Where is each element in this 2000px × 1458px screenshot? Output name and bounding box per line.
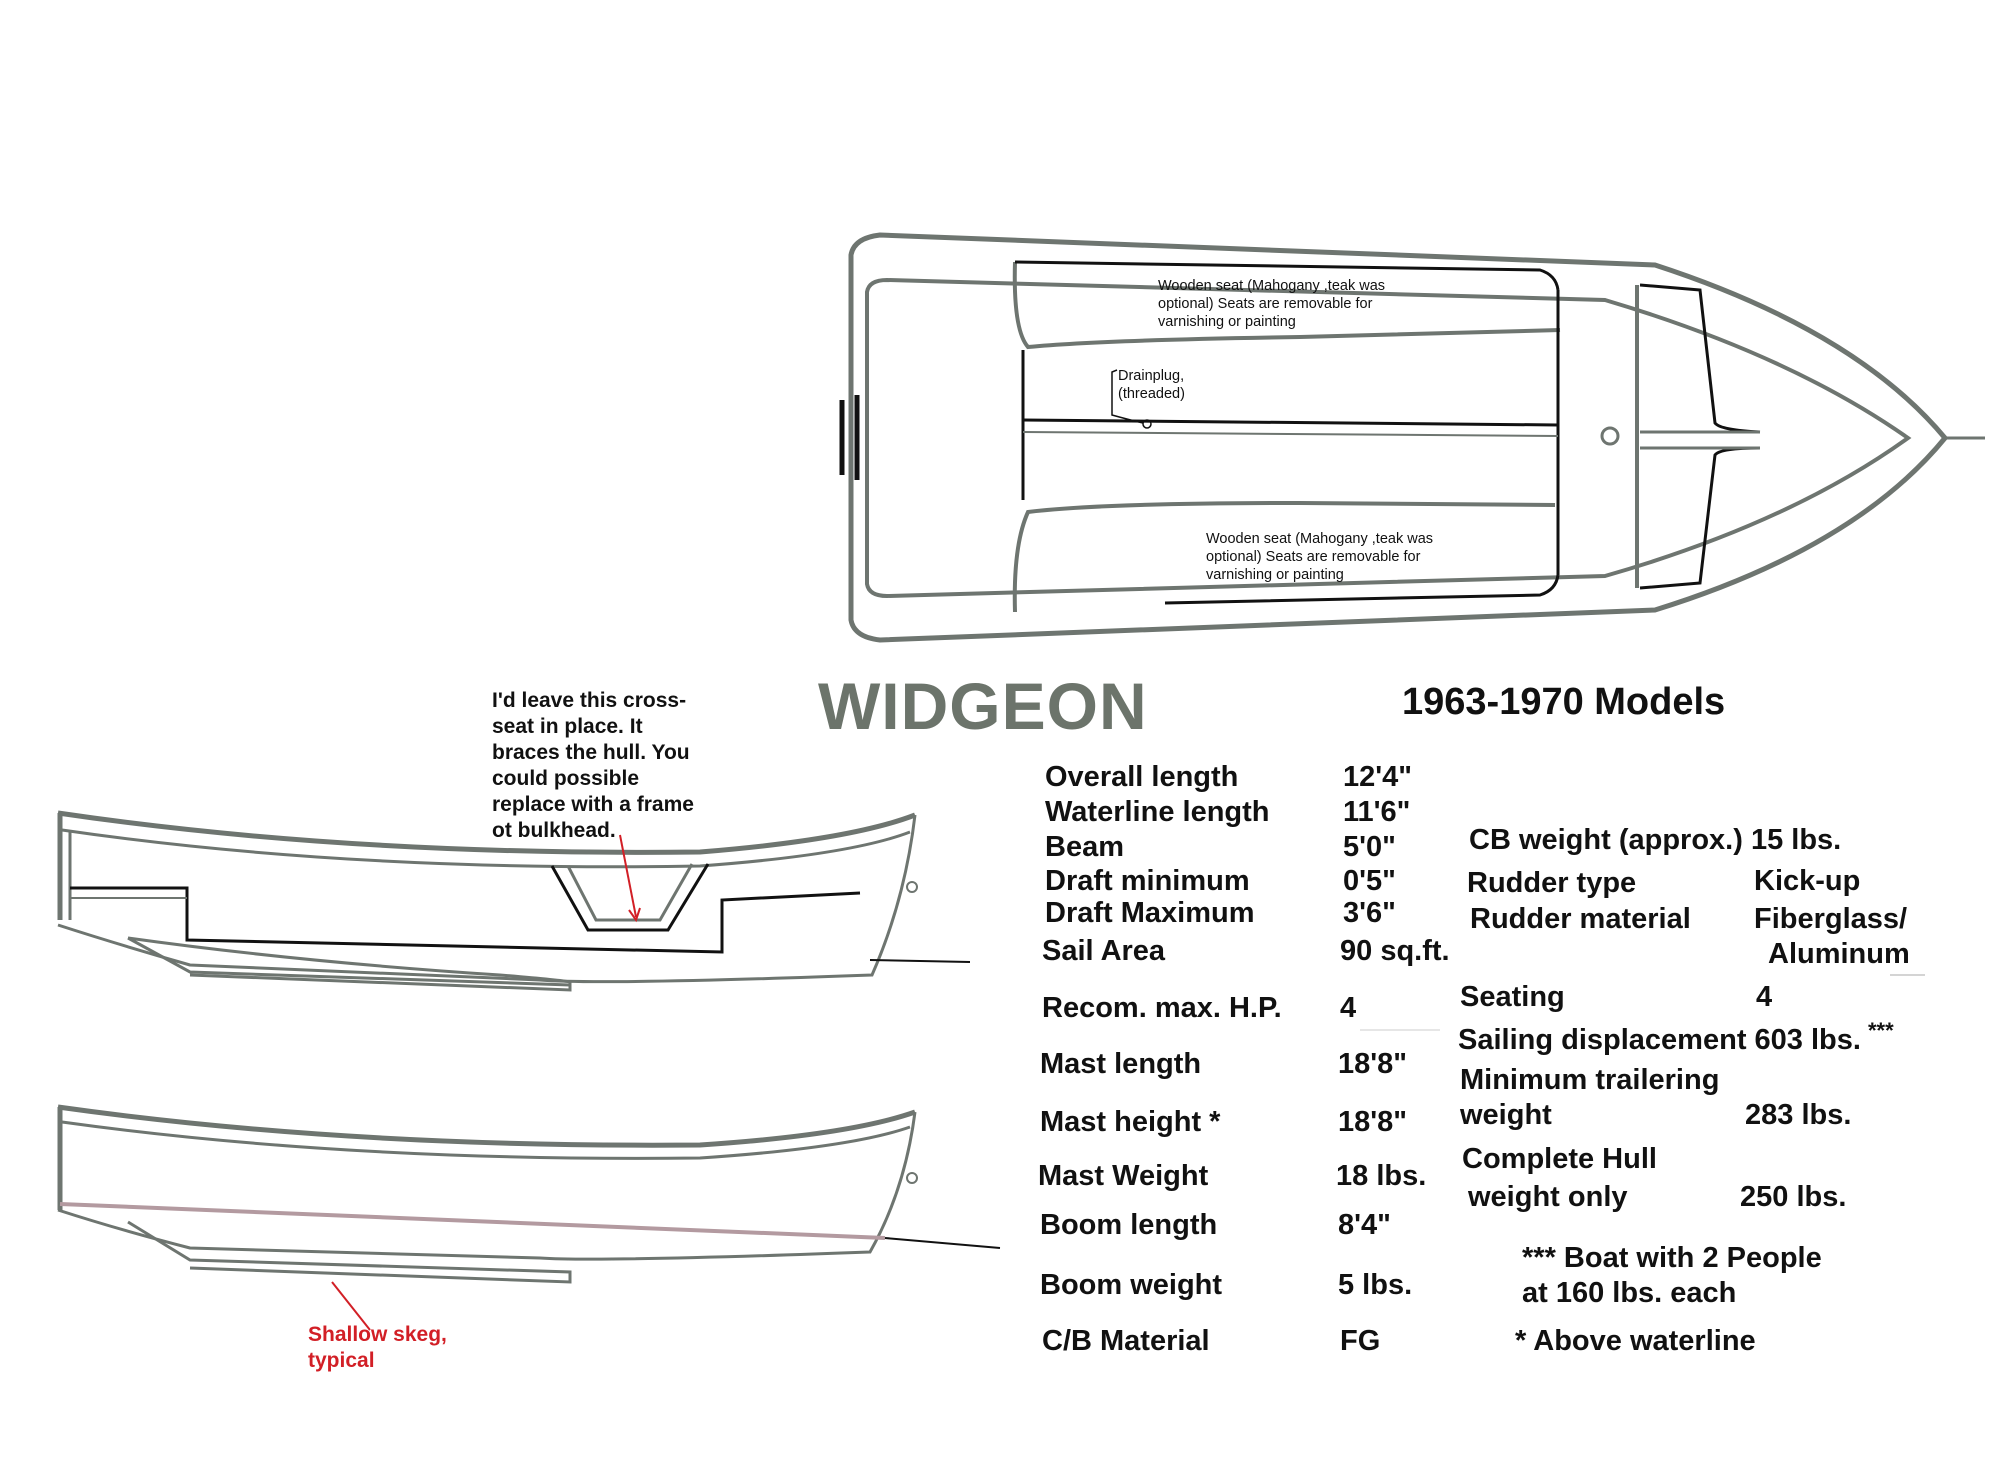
spec-label: Beam [1045, 831, 1124, 863]
rudder-material-value: Fiberglass/ [1754, 903, 1908, 935]
hull-weight-value: 250 lbs. [1740, 1181, 1847, 1213]
spec-value: 3'6" [1343, 897, 1396, 929]
spec-label: Mast Weight [1038, 1160, 1209, 1192]
hull-weight-label: Complete Hull [1462, 1143, 1657, 1175]
sailing-displacement: Sailing displacement 603 lbs. [1458, 1024, 1861, 1056]
displacement-footnote-mark: *** [1868, 1018, 1894, 1043]
cb-weight: CB weight (approx.) 15 lbs. [1469, 824, 1842, 856]
spec-value: 12'4" [1343, 761, 1413, 793]
spec-value: 8'4" [1338, 1209, 1391, 1241]
spec-label: Boom weight [1040, 1269, 1223, 1301]
rudder-type-value: Kick-up [1754, 865, 1861, 897]
rudder-material-value-2: Aluminum [1768, 938, 1910, 970]
brand-title: WIDGEON [818, 669, 1148, 743]
rudder-type-label: Rudder type [1467, 867, 1637, 899]
spec-label: Waterline length [1045, 796, 1270, 828]
side-view-profile [58, 1107, 1000, 1330]
spec-label: Draft minimum [1045, 865, 1250, 897]
footnote-people-2: at 160 lbs. each [1522, 1277, 1737, 1309]
min-trailering-label-2: weight [1460, 1099, 1552, 1131]
footnote-people: *** Boat with 2 People [1522, 1242, 1822, 1274]
spec-value: FG [1340, 1325, 1381, 1357]
spec-value: 0'5" [1343, 865, 1396, 897]
spec-value: 5'0" [1343, 831, 1396, 863]
seating-label: Seating [1460, 981, 1565, 1013]
seat-note-top: Wooden seat (Mahogany ,teak was optional) Seats are removable for varnishing or painting [1158, 278, 1386, 330]
spec-label: Mast length [1040, 1048, 1202, 1080]
seat-note-bottom: Wooden seat (Mahogany ,teak was optional) Seats are removable for varnishing or painting [1206, 531, 1434, 583]
spec-label: Overall length [1045, 761, 1239, 793]
min-trailering-value: 283 lbs. [1745, 1099, 1852, 1131]
rudder-material-label: Rudder material [1470, 903, 1691, 935]
spec-value: 4 [1340, 992, 1357, 1024]
spec-value: 18'8" [1338, 1048, 1408, 1080]
spec-label: Sail Area [1042, 935, 1166, 967]
hull-weight-label-2: weight only [1468, 1181, 1628, 1213]
footnote-waterline: * Above waterline [1515, 1325, 1756, 1357]
spec-label: Draft Maximum [1045, 897, 1255, 929]
spec-value: 90 sq.ft. [1340, 935, 1450, 967]
models-title: 1963-1970 Models [1402, 681, 1726, 723]
drainplug-note: Drainplug, (threaded) [1118, 368, 1185, 402]
spec-value: 5 lbs. [1338, 1269, 1413, 1301]
min-trailering-label: Minimum trailering [1460, 1064, 1720, 1096]
seating-value: 4 [1756, 981, 1773, 1013]
spec-label: Mast height * [1040, 1106, 1221, 1138]
cross-seat-note: I'd leave this cross- seat in place. It braces the hull. You could possible replace with a frame ot bulkhead. [492, 689, 694, 842]
spec-value: 18'8" [1338, 1106, 1408, 1138]
spec-label: C/B Material [1042, 1325, 1210, 1357]
skeg-note: Shallow skeg, typical [308, 1323, 447, 1372]
spec-value: 18 lbs. [1336, 1160, 1427, 1192]
spec-label: Recom. max. H.P. [1042, 992, 1282, 1024]
spec-value: 11'6" [1343, 796, 1411, 828]
spec-rule-lines [1360, 975, 1925, 1030]
spec-label: Boom length [1040, 1209, 1218, 1241]
